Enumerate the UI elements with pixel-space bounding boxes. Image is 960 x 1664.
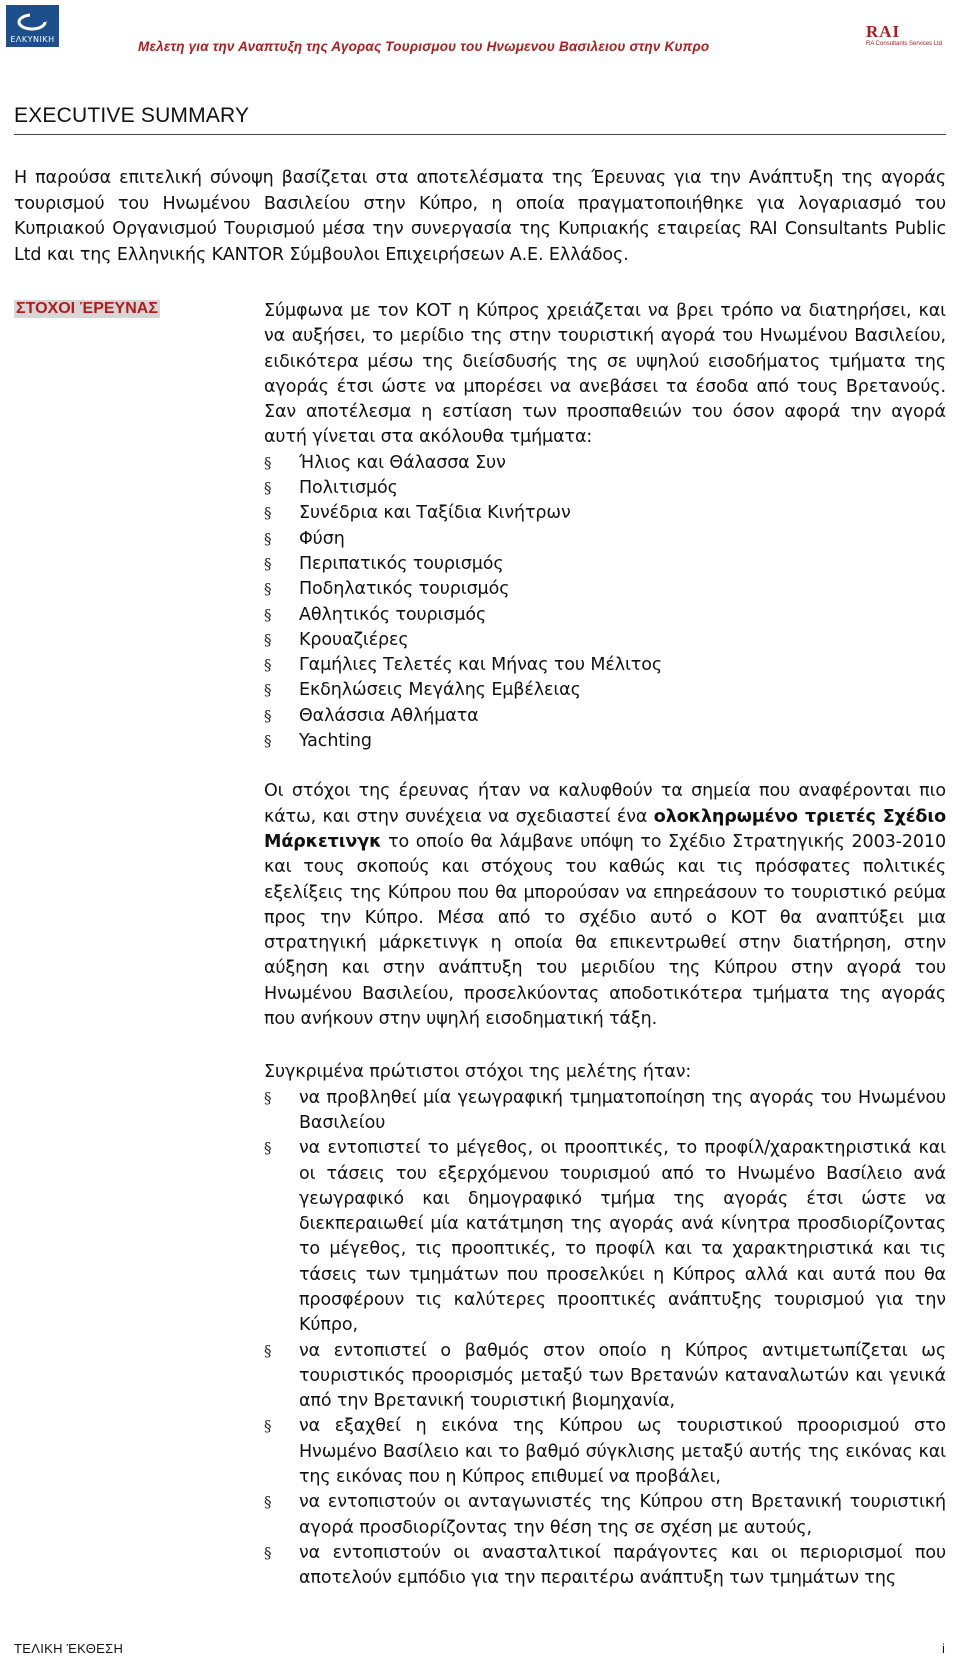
segment-item-text: Γαμήλιες Τελετές και Μήνας του Μέλιτος: [299, 655, 663, 676]
segment-item-text: Αθλητικός τουρισμός: [299, 604, 487, 625]
segment-item-text: Πολιτισμός: [299, 478, 398, 499]
bullet-icon: §: [264, 1088, 272, 1107]
bullet-icon: §: [264, 554, 272, 573]
logo-text: ΕΛΚΥΝΙΚΗ: [10, 35, 55, 44]
objective-item: [264, 1136, 946, 1338]
segment-item-text: Yachting: [299, 731, 372, 752]
bullet-icon: §: [264, 605, 272, 624]
segment-item: [264, 501, 946, 526]
objective-item: [264, 1541, 946, 1592]
segment-item-text: Θαλάσσια Αθλήματα: [299, 705, 479, 726]
objective-item-text: να εντοπιστεί ο βαθμός στον οποίο η Κύπρος αντιμετωπίζεται ως τουριστικός προορισμός μεταξύ των Βρετανών καταναλωτών και γενικά από την Βρετανική τουριστική βιομηχανία,: [299, 1340, 946, 1412]
bullet-icon: §: [264, 1341, 272, 1360]
segment-item-text: Συνέδρια και Ταξίδια Κινήτρων: [299, 503, 571, 524]
page-header: [0, 0, 960, 70]
company-logo: [6, 5, 59, 47]
segment-item-text: Φύση: [299, 528, 345, 549]
rai-logo-mark: RAI: [866, 22, 901, 41]
objective-item-text: να προβληθεί μία γεωγραφική τμηματοποίηση της αγοράς του Ηνωμένου Βασιλείου: [299, 1087, 946, 1133]
objective-item-text: να εντοπιστούν οι ανασταλτικοί παράγοντες και οι περιορισμοί που αποτελούν εμπόδιο για την περαιτέρω ανάπτυξη των τμημάτων της: [299, 1542, 946, 1589]
logo-swoosh-icon: [16, 11, 48, 33]
objectives-paragraph: Σύμφωνα με τον ΚΟΤ η Κύπρος χρειάζεται να βρει τρόπο να διατηρήσει, και να αυξήσει, το μερίδιο της στην τουριστική αγορά του Ηνωμένου Βασιλείου, ειδικότερα μέσω της διείσδυσής της σε υψηλού εισοδήματος τμήματα της αγοράς έτσι ώστε να μπορέσει να ανεβάσει τα έσοδα από τους Βρετανούς. Σαν αποτέλεσμα η εστίαση των προσπαθειών του όσον αφορά την αγορά αυτή γίνεται στα ακόλουθα τμήματα:: [264, 301, 946, 448]
footer-report-label: ΤΕΛΙΚΗ ΈΚΘΕΣΗ: [14, 1641, 124, 1656]
objective-item: [264, 1339, 946, 1415]
bullet-icon: §: [264, 732, 272, 751]
segment-item: [264, 451, 946, 476]
segment-item-text: Ήλιος και Θάλασσα Συν: [299, 452, 506, 473]
segment-item-text: Εκδηλώσεις Μεγάλης Εμβέλειας: [299, 680, 581, 701]
page-number: i: [942, 1641, 945, 1656]
segment-item: [264, 653, 946, 678]
bullet-icon: §: [264, 479, 272, 498]
bullet-icon: §: [264, 681, 272, 700]
marketing-plan-emphasis: ολοκληρωμένο τριετές Σχέδιο Μάρκετινγκ: [264, 806, 946, 852]
segment-item-text: Περιπατικός τουρισμός: [299, 553, 504, 574]
segment-item: [264, 678, 946, 703]
bullet-icon: §: [264, 1493, 272, 1512]
specific-objectives-intro: Συγκριμένα πρώτιστοι στόχοι της μελέτης ήταν:: [264, 1062, 692, 1083]
objective-item: [264, 1086, 946, 1137]
running-header-title: Μελετη για την Αναπτυξη της Αγορας Τουρισμου του Ηνωμενου Βασιλειου στην Κυπρο: [138, 39, 710, 54]
objective-item-text: να εντοπιστεί το μέγεθος, οι προοπτικές, το προφίλ/χαρακτηριστικά και οι τάσεις του εξερχόμενου τουρισμού από το Ηνωμένο Βασίλειο ανά γεωγραφικό και δημογραφικό τμήμα της αγοράς έτσι ώστε να διεκπεραιωθεί μία κατάτμηση της αγοράς ανά κίνητρα προσδιορίζοντας το μέγεθος, τις προοπτικές, το προφίλ και τα χαρακτηριστικά και τις τάσεις των τμημάτων που προσελκύει η Κύπρος αλλά και αυτά που θα προσφέρουν τις καλύτερες προοπτικές ανάπτυξης τουρισμού για την Κύπρο,: [299, 1138, 946, 1336]
section-title: EXECUTIVE SUMMARY: [14, 104, 946, 135]
bullet-icon: §: [264, 1417, 272, 1436]
bullet-icon: §: [264, 706, 272, 725]
segment-item: [264, 603, 946, 628]
bullet-icon: §: [264, 656, 272, 675]
objectives-list: [264, 1086, 946, 1592]
bullet-icon: §: [264, 1139, 272, 1158]
research-objectives-label: ΣΤΟΧΟΙ ΈΡΕΥΝΑΣ: [16, 300, 158, 317]
segment-item: [264, 552, 946, 577]
bullet-icon: §: [264, 504, 272, 523]
bullet-icon: §: [264, 1543, 272, 1562]
segment-item: [264, 704, 946, 729]
bullet-icon: §: [264, 630, 272, 649]
objective-item: [264, 1414, 946, 1490]
bullet-icon: §: [264, 453, 272, 472]
segment-item: [264, 476, 946, 501]
objective-item: [264, 1490, 946, 1541]
bullet-icon: §: [264, 529, 272, 548]
objective-item-text: να εντοπιστούν οι ανταγωνιστές της Κύπρου στη Βρετανική τουριστική αγορά προσδιορίζοντας την θέση της σε σχέση με αυτούς,: [299, 1492, 946, 1538]
segment-item-text: Κρουαζιέρες: [299, 629, 409, 650]
segment-item-text: Ποδηλατικός τουρισμός: [299, 579, 510, 600]
segment-item: [264, 729, 946, 754]
segment-item: [264, 628, 946, 653]
segment-item: [264, 577, 946, 602]
segments-list: [264, 451, 946, 755]
rai-logo-subtext: RA Consultants Services Ltd: [866, 41, 943, 47]
objective-item-text: να εξαχθεί η εικόνα της Κύπρου ως τουριστικού προορισμού στο Ηνωμένο Βασίλειο και το βαθμό σύγκλισης μεταξύ αυτής της εικόνας και της εικόνας που η Κύπρος επιθυμεί να προβάλει,: [299, 1416, 946, 1488]
bullet-icon: §: [264, 580, 272, 599]
main-content: [264, 299, 946, 1592]
intro-paragraph: Η παρούσα επιτελική σύνοψη βασίζεται στα αποτελέσματα της Έρευνας για την Ανάπτυξη της αγοράς τουρισμού του Ηνωμένου Βασιλείου στην Κύπρο, η οποία πραγματοποιήθηκε για λογαριασμό του Κυπριακού Οργανισμού Τουρισμού μέσα την συνεργασία της Κυπριακής εταιρείας RAI Consultants Public Ltd και της Ελληνικής KANTOR Σύμβουλοι Επιχειρήσεων Α.Ε. Ελλάδος.: [14, 168, 946, 265]
rai-logo: [866, 22, 958, 52]
segment-item: [264, 527, 946, 552]
marketing-plan-paragraph: Οι στόχοι της έρευνας ήταν να καλυφθούν τα σημεία που αναφέρονται πιο κάτω, και στην συνέχεια να σχεδιαστεί ένα ολοκληρωμένο τριετές Σχέδιο Μάρκετινγκ το οποίο θα λάμβανε υπόψη το Σχέδιο Στρατηγικής 2003-2010 και τους σκοπούς και στόχους του καθώς και τις πρόσφατες πολιτικές εξελίξεις της Κύπρου που θα μπορούσαν να επηρεάσουν το τουριστικό ρεύμα προς την Κύπρο. Μέσα από το σχέδιο αυτό ο ΚΟΤ θα αναπτύξει μια στρατηγική μάρκετινγκ η οποία θα επικεντρωθεί στην διατήρηση, στην αύξηση και στην ανάπτυξη του μεριδίου της Κύπρου στην αγορά του Ηνωμένου Βασιλείου, προσελκύοντας αποδοτικότερα τμήματα της αγοράς που ανήκουν στην υψηλή εισοδηματική τάξη.: [264, 781, 946, 1030]
